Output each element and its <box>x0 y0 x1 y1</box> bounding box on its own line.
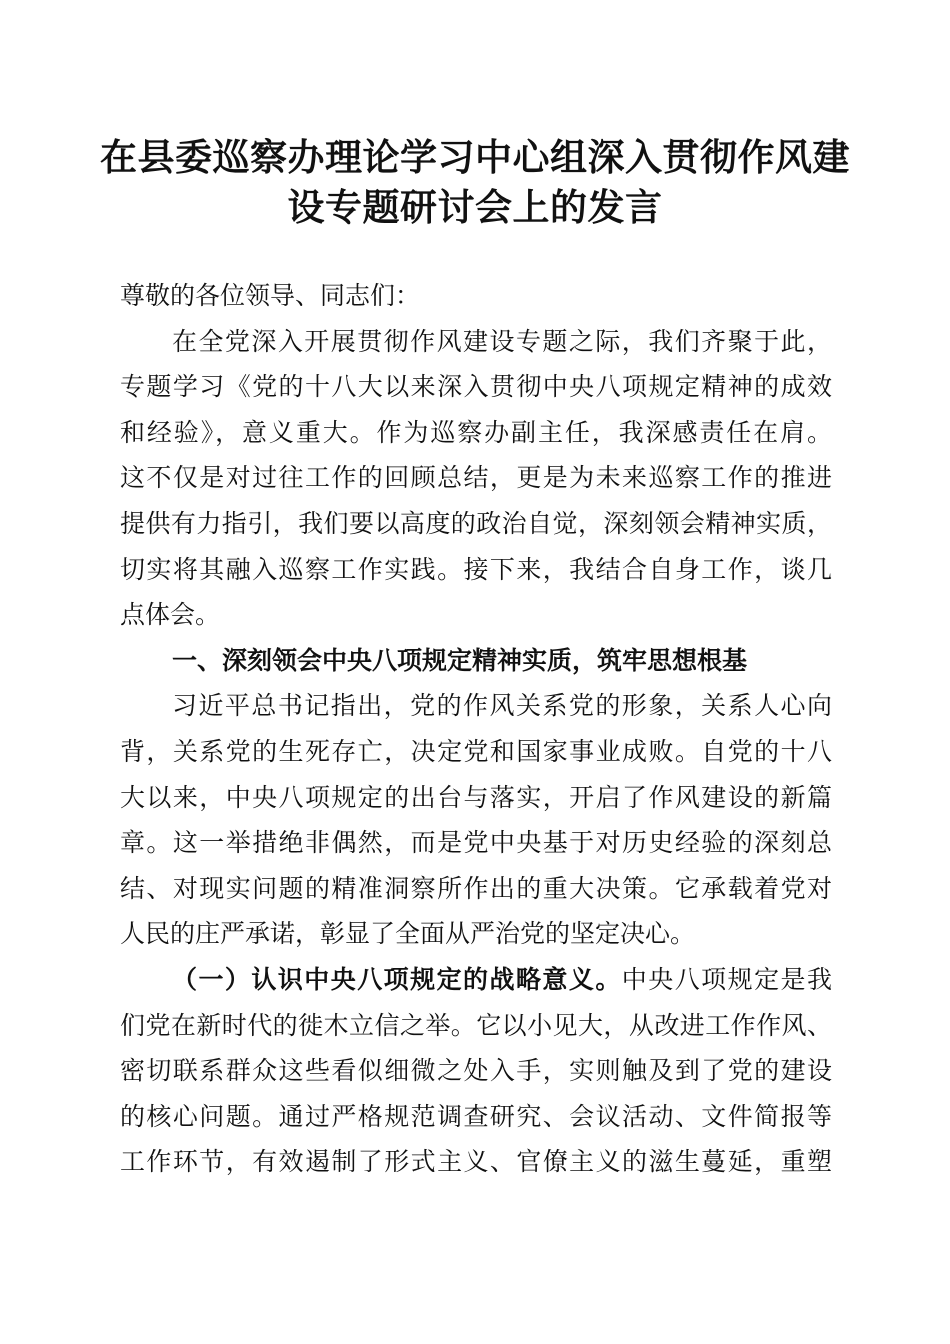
document-title <box>100 132 850 232</box>
paragraph-line: 专题学习《党的十八大以来深入贯彻中央八项规定精神的成效 <box>120 372 832 402</box>
paragraph-line: 在全党深入开展贯彻作风建设专题之际，我们齐聚于此， <box>172 326 832 356</box>
paragraph-line: 提供有力指引，我们要以高度的政治自觉，深刻领会精神实质， <box>120 508 832 538</box>
paragraph-line: 的核心问题。通过严格规范调查研究、会议活动、文件简报等 <box>120 1101 832 1131</box>
paragraph-line: 和经验》，意义重大。作为巡察办副主任，我深感责任在肩。 <box>120 417 832 447</box>
subsection1-paragraph <box>120 962 832 1190</box>
subsection-heading: （一）认识中央八项规定的战略意义。 <box>172 964 622 994</box>
paragraph-line: 背，关系党的生死存亡，决定党和国家事业成败。自党的十八 <box>120 736 832 766</box>
paragraph-line: 章。这一举措绝非偶然，而是党中央基于对历史经验的深刻总 <box>120 828 832 858</box>
paragraph-line: 大以来，中央八项规定的出台与落实，开启了作风建设的新篇 <box>120 782 832 812</box>
title-line-2: 设专题研讨会上的发言 <box>287 185 663 229</box>
section-heading: 一、深刻领会中央八项规定精神实质，筑牢思想根基 <box>172 645 748 675</box>
paragraph-line: 点体会。 <box>120 600 221 630</box>
salutation: 尊敬的各位领导、同志们： <box>120 281 421 310</box>
paragraph-line: 工作环节，有效遏制了形式主义、官僚主义的滋生蔓延，重塑 <box>120 1147 832 1177</box>
title-line-1: 在县委巡察办理论学习中心组深入贯彻作风建 <box>100 135 850 179</box>
intro-paragraph <box>120 324 832 643</box>
subsection-text: 中央八项规定是我 <box>621 964 832 994</box>
document-body <box>120 278 832 1190</box>
paragraph-line: 密切联系群众这些看似细微之处入手，实则触及到了党的建设 <box>120 1056 832 1086</box>
paragraph-line: 习近平总书记指出，党的作风关系党的形象，关系人心向 <box>172 691 832 721</box>
paragraph-line <box>120 962 832 1008</box>
paragraph-line: 结、对现实问题的精准洞察所作出的重大决策。它承载着党对 <box>120 873 832 903</box>
paragraph-line: 人民的庄严承诺，彰显了全面从严治党的坚定决心。 <box>120 919 696 949</box>
paragraph-line: 切实将其融入巡察工作实践。接下来，我结合自身工作，谈几 <box>120 554 832 584</box>
paragraph-line: 们党在新时代的徙木立信之举。它以小见大，从改进工作作风、 <box>120 1010 832 1040</box>
paragraph-line: 这不仅是对过往工作的回顾总结，更是为未来巡察工作的推进 <box>120 463 832 493</box>
section1-paragraph <box>120 688 832 962</box>
